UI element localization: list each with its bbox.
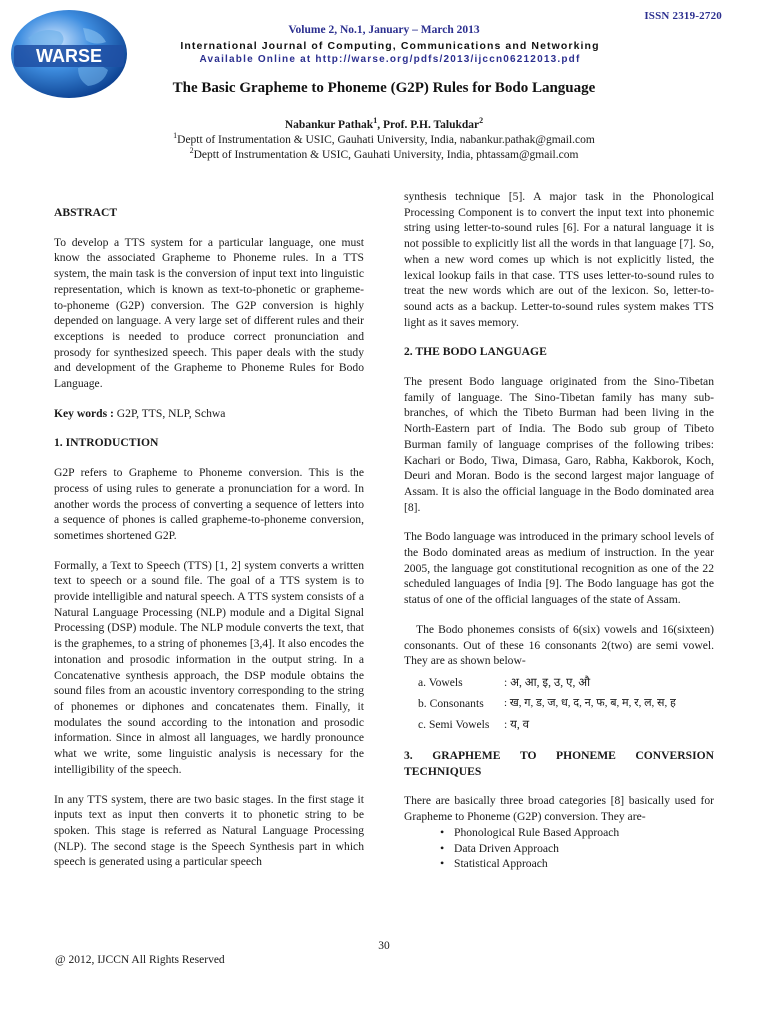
- bodo-language-heading: 2. THE BODO LANGUAGE: [404, 345, 547, 359]
- g2p-heading-word: GRAPHEME: [432, 748, 501, 762]
- list-item: • Phonological Rule Based Approach: [404, 825, 714, 841]
- volume-info: Volume 2, No.1, January – March 2013: [288, 24, 480, 36]
- phoneme-label: b. Consonants: [418, 696, 484, 710]
- logo-text: WARSE: [35, 46, 103, 66]
- right-paragraph-1: synthesis technique [5]. A major task in the Phonological Processing Component is to convert the input text into phonemic string using letter-to-sound rules [6]. For a natural language it is not possible to explicitly list all the words in that language [7]. So, when a new word comes up which is not explicitly listed, the lexical lookup fails in that case. TTS uses letter-to-sound rules to treat the new words which are out of the lexicon. So, letter-to-sound acts as a backup. Letter-to-sound rules system makes TTS light as it saves memory.: [404, 190, 714, 329]
- affiliation-1-text: Deptt of Instrumentation & USIC, Gauhati University, India, nabankur.pathak@gmail.com: [177, 134, 595, 146]
- abstract-text: To develop a TTS system for a particular language, one must know the associated Grapheme to Phoneme rules. In a TTS system, the main task is the conversion of input text into linguistic representation, which is known as text-to-phonetic or grapheme-to-phoneme (G2P) conversion. The G2P conversion is highly depended on language. A very large set of different rules and their exceptions is needed to produce correct pronunciation and prosody for synthesized speech. This paper deals with the study and development of the Grapheme to Phoneme Rules for Bodo Language.: [54, 235, 364, 391]
- affiliation-2: [0, 146, 768, 161]
- keywords-label: Key words :: [54, 406, 114, 420]
- author-2-mark: 2: [479, 116, 484, 126]
- author-2: Prof. P.H. Talukdar: [382, 119, 480, 131]
- phoneme-value: : ख, ग, ड, ज, ध, द, न, फ, ब, म, र, ल, स, ह: [504, 696, 676, 709]
- left-column: [54, 205, 364, 884]
- list-item: • Statistical Approach: [404, 856, 714, 872]
- page-number: 30: [378, 940, 390, 952]
- right-column: [404, 189, 714, 872]
- g2p-heading-word: 3.: [404, 748, 413, 762]
- approach-list: [404, 825, 714, 872]
- affiliation-2-text: Deptt of Instrumentation & USIC, Gauhati University, India, phtassam@gmail.com: [193, 149, 579, 161]
- phoneme-value: : अ, आ, इ, उ, ए, औ: [504, 675, 591, 689]
- bodo-paragraph-3: The Bodo phonemes consists of 6(six) vowels and 16(sixteen) consonants. Out of these 16 consonants 2(two) are semi vowel. They are as shown below-: [404, 622, 714, 668]
- available-online-link[interactable]: Available Online at http://warse.org/pdfs/2013/ijccn06212013.pdf: [199, 54, 581, 65]
- copyright-footer: @ 2012, IJCCN All Rights Reserved: [55, 954, 225, 966]
- affiliation-1-mark: 1: [173, 131, 178, 141]
- phoneme-row-consonants: [418, 696, 714, 711]
- affiliation-2-mark: 2: [189, 146, 194, 156]
- affiliation-1: [0, 131, 768, 146]
- phoneme-label: a. Vowels: [418, 675, 463, 689]
- list-item: • Data Driven Approach: [404, 841, 714, 857]
- journal-name: International Journal of Computing, Communications and Networking: [180, 40, 600, 52]
- g2p-heading-word: CONVERSION: [635, 748, 714, 762]
- phoneme-row-semi-vowels: [418, 717, 714, 732]
- g2p-heading-line-2: TECHNIQUES: [404, 764, 482, 778]
- keywords: [54, 406, 364, 422]
- paper-title: The Basic Grapheme to Phoneme (G2P) Rules for Bodo Language: [172, 80, 596, 96]
- introduction-heading: 1. INTRODUCTION: [54, 436, 159, 450]
- g2p-paragraph-1: There are basically three broad categories [8] basically used for Grapheme to Phoneme (G2P) conversion. They are-: [404, 794, 714, 824]
- author-line: Nabankur Pathak$^1$, Prof. P.H. Talukdar$^2$: [284, 116, 484, 131]
- g2p-heading: [404, 748, 714, 779]
- bodo-paragraph-2: The Bodo language was introduced in the primary school levels of the Bodo dominated areas as medium of instruction. In the year 2005, the language got constitutional recognition as one of the 22 scheduled languages of India [9]. The Bodo language has got the status of one of the official languages of the state of Assam.: [404, 530, 714, 607]
- phoneme-label: c. Semi Vowels: [418, 717, 490, 731]
- author-1-mark: 1: [373, 116, 378, 126]
- phoneme-row-vowels: [418, 675, 714, 690]
- g2p-heading-word: TO: [519, 748, 537, 762]
- bodo-paragraph-1: The present Bodo language originated from the Sino-Tibetan family of language. The Sino-Tibetan family has many sub-branches, of which the Tibeto Burman had been living in the North-Eastern part of India. The Bodo sub group of Tibeto Burman family of language comprises of the following tribes: Kachari or Bodo, Tiwa, Dimasa, Garo, Rabha, Kakborok, Koch, Deuri and Moran. Bodo is the second largest major language of Assam. It is also the official language in the Bodo dominated area [8].: [404, 375, 714, 514]
- g2p-heading-line-1: [404, 748, 714, 764]
- phoneme-value: : य, व: [504, 717, 530, 731]
- intro-paragraph-3: In any TTS system, there are two basic stages. In the first stage it inputs text as input then converts it to phonetic string to be spoken. This stage is referred as Natural Language Processing (NLP). The second stage is the Speech Synthesis part in which speech is generated using a particular speech: [54, 792, 364, 869]
- author-1: Nabankur Pathak: [284, 119, 374, 131]
- g2p-heading-word: PHONEME: [555, 748, 616, 762]
- intro-paragraph-1: G2P refers to Grapheme to Phoneme conversion. This is the process of using rules to generate a pronunciation for a word. In another words the process of converting a sequence of letters into a sequence of phones is called grapheme-to-phoneme conversion, sometimes shortened G2P.: [54, 466, 364, 542]
- abstract-heading: ABSTRACT: [54, 206, 118, 219]
- keywords-list: G2P, TTS, NLP, Schwa: [113, 406, 226, 420]
- issn-number: ISSN 2319-2720: [644, 10, 722, 22]
- intro-paragraph-2: Formally, a Text to Speech (TTS) [1, 2] system converts a written text to speech or a sound file. The goal of a TTS system is to provide intelligible and natural speech. A TTS system consists of a Natural Language Processing (NLP) module and a Digital Signal Processing (DSP) module. The NLP module converts the text, that is the graphemes, to a string of phonemes [3,4]. It also encodes the intonation and prosodic information in the output string. In a Concatenative synthesis approach, the DSP module obtains the sound files from an acoustic inventory corresponding to the string of phonemes or diphones and concatenates them. Finally, it modulates the sound according to the intonation and prosodic information. Since in almost all languages, we hardly pronounce what we write, some linguistic analysis is necessary for the intelligibility of the speech.: [54, 558, 364, 776]
